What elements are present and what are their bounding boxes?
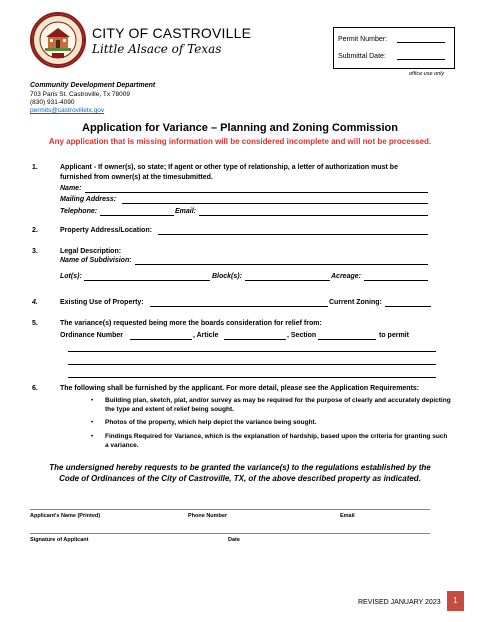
section-field[interactable] (318, 338, 376, 340)
article-label: , Article (193, 332, 219, 339)
lot-label: Lot(s): (60, 273, 82, 280)
mailing-address-label: Mailing Address: (60, 196, 117, 203)
signature-label: Signature of Applicant (30, 537, 89, 543)
current-zoning-field[interactable] (385, 305, 431, 307)
city-name: CITY OF CASTROVILLE (92, 25, 252, 41)
ordinance-number-label: Ordinance Number (60, 332, 124, 339)
revision-date: REVISED JANUARY 2023 (358, 599, 441, 606)
submittal-date-label: Submittal Date: (338, 53, 386, 60)
requirement-plans: Building plan, sketch, plat, and/or survey as may be required for the purpose of clearly and accurately depicting (105, 397, 451, 404)
section-1-text-2: furnished from owner(s) at the timesubmitted. (60, 174, 213, 181)
department-address: 703 Paris St. Castroville, Tx 78009 (30, 91, 130, 98)
city-tagline: Little Alsace of Texas (92, 42, 222, 56)
signature-email-label: Email (340, 513, 355, 519)
incomplete-warning: Any application that is missing information will be considered incomplete and will not be processed. (48, 137, 432, 146)
office-use-box (333, 27, 455, 69)
acreage-label: Acreage: (331, 273, 361, 280)
requirement-photos: Photos of the property, which help depict the variance being sought. (105, 419, 317, 426)
bullet-icon: • (91, 397, 94, 404)
subdivision-label: Name of Subdivision: (60, 257, 132, 264)
existing-use-label: Existing Use of Property: (60, 299, 144, 306)
section-4-number: 4. (32, 299, 38, 306)
permit-description-line-2[interactable] (68, 363, 436, 365)
property-address-field[interactable] (158, 233, 428, 235)
closing-statement-line-1: The undersigned hereby requests to be granted the variance(s) to the regulations established by the (49, 463, 431, 472)
phone-number-label: Phone Number (188, 513, 228, 519)
property-address-label: Property Address/Location: (60, 227, 152, 234)
bullet-icon: • (91, 419, 94, 426)
requirement-findings-2: a variance. (105, 442, 139, 449)
variance-requested-label: The variance(s) requested being more the boards consideration for relief from: (60, 320, 322, 327)
block-field[interactable] (245, 279, 330, 281)
current-zoning-label: Current Zoning: (329, 299, 382, 306)
email-field[interactable] (199, 214, 428, 216)
section-1-text: Applicant - If owner(s), so state; If agent or other type of relationship, a letter of authorization must be (60, 164, 398, 171)
requirement-findings: Findings Required for Variance, which is the explanation of hardship, based upon the criteria for granting such (105, 433, 448, 440)
to-permit-label: to permit (379, 332, 409, 339)
article-field[interactable] (224, 338, 286, 340)
subdivision-field[interactable] (135, 263, 428, 265)
permit-description-line-1[interactable] (68, 350, 436, 352)
existing-use-field[interactable] (150, 305, 328, 307)
ordinance-number-field[interactable] (130, 338, 192, 340)
section-3-number: 3. (32, 248, 38, 255)
furnished-by-applicant-label: The following shall be furnished by the applicant. For more detail, please see the Application Requirements: (60, 385, 420, 392)
date-label: Date (228, 537, 240, 543)
submittal-date-field[interactable] (397, 52, 445, 60)
telephone-field[interactable] (100, 214, 174, 216)
requirement-plans-2: the type and extent of relief being sought. (105, 406, 234, 413)
permit-description-line-3[interactable] (68, 376, 436, 378)
office-use-note: office use only (409, 71, 445, 77)
permit-number-label: Permit Number: (338, 36, 388, 43)
section-label: , Section (287, 332, 317, 339)
department-phone: (830) 931-4090 (30, 99, 75, 106)
lot-field[interactable] (84, 279, 210, 281)
section-6-number: 6. (32, 385, 38, 392)
mailing-address-field[interactable] (122, 202, 428, 204)
applicant-info-line[interactable] (30, 508, 430, 510)
department-name: Community Development Department (30, 82, 156, 89)
bullet-icon: • (91, 433, 94, 440)
section-5-number: 5. (32, 320, 38, 327)
signature-line[interactable] (30, 532, 430, 534)
email-label: Email: (175, 208, 197, 215)
department-email-link[interactable]: permits@castrovilletx.gov (30, 107, 105, 114)
page-number-badge: 1 (447, 591, 464, 611)
closing-statement-line-2: Code of Ordinances of the City of Castroville, TX, of the above described property as indicated. (59, 474, 421, 483)
name-label: Name: (60, 185, 82, 192)
city-seal-image (32, 14, 84, 66)
legal-description-label: Legal Description: (60, 248, 122, 255)
block-label: Block(s): (212, 273, 242, 280)
applicant-name-label: Applicant's Name (Printed) (30, 513, 101, 519)
page-title: Application for Variance – Planning and Zoning Commission (82, 122, 398, 134)
name-field[interactable] (85, 191, 428, 193)
section-1-number: 1. (32, 164, 38, 171)
telephone-label: Telephone: (60, 208, 98, 215)
city-seal-logo (30, 12, 86, 68)
acreage-field[interactable] (364, 279, 428, 281)
permit-number-field[interactable] (397, 35, 445, 43)
section-2-number: 2. (32, 227, 38, 234)
